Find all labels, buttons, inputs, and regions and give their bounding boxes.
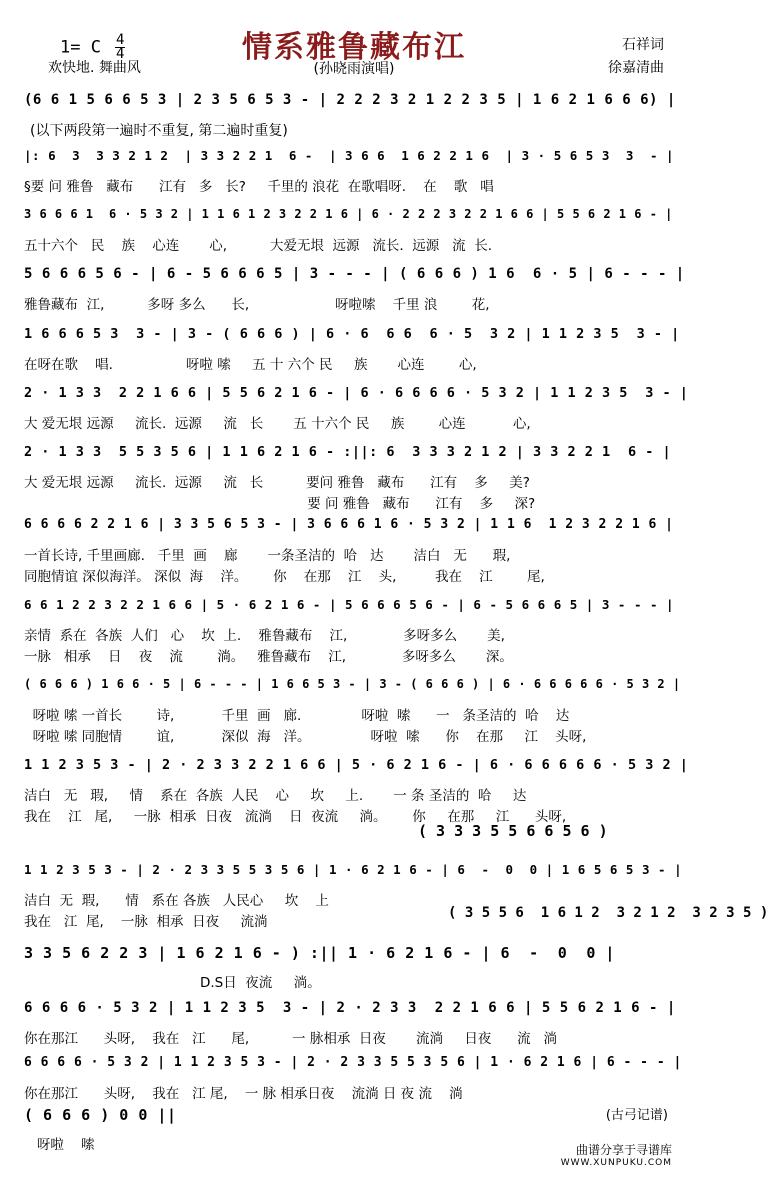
song-title: 情系雅鲁藏布江 [242,30,466,65]
score-row-lyrics: 呀啦 嗦 同胞情 谊, 深似 海 洋。 呀啦 嗦 你 在那 江 头呀, [24,729,587,745]
score-row-notes: 5 6 6 6 5 6 - | 6 - 5 6 6 6 5 | 3 - - - | ( 6 6 6 ) 1 6 6 · 5 | 6 - - - | [24,266,685,282]
repeat-note: (以下两段第一遍时不重复, 第二遍时重复) [30,123,288,139]
score-row-lyrics: 一首长诗, 千里画廊. 千里 画 廊 一条圣洁的 哈 达 洁白 无 瑕, [24,548,511,564]
score-row-lyrics: 呀啦 嗦 一首长 诗, 千里 画 廊. 呀啦 嗦 一 条圣洁的 哈 达 [24,708,570,724]
interlude-1: ( 3 3 3 5 5 6 6 5 6 ) [418,822,608,840]
score-row-notes: 3 6 6 6 1 6 · 5 3 2 | 1 1 6 1 2 3 2 2 1 6 | 6 · 2 2 2 3 2 2 1 6 6 | 5 5 6 2 1 6 - | [24,207,673,221]
score-row-lyrics: 要 问 雅鲁 藏布 江有 多 深? [24,496,536,512]
score-row-notes: 6 6 1 2 2 3 2 2 1 6 6 | 5 · 6 2 1 6 - | 5 6 6 6 5 6 - | 6 - 5 6 6 6 5 | 3 - - - | [24,597,675,612]
footer [561,1141,672,1168]
score-row-lyrics: 一脉 相承 日 夜 流 淌。 雅鲁藏布 江, 多呀多么 深。 [24,649,513,665]
score-row-notes: 3 3 5 6 2 2 3 | 1 6 2 1 6 - ) :|| 1 · 6 2 1 6 - | 6 - 0 0 | [24,944,615,962]
score-row-notes: ( 6 6 6 ) 0 0 || [24,1106,177,1124]
score-row-lyrics: 五十六个 民 族 心连 心, 大爱无垠 远源 流长. 远源 流 长. [24,238,493,254]
score-row-lyrics: 在呀在歌 唱. 呀啦 嗦 五 十 六个 民 族 心连 心, [24,357,477,373]
score-row-lyrics: 大 爱无垠 远源 流长. 远源 流 长 五 十六个 民 族 心连 心, [24,416,531,432]
score-row-lyrics: 雅鲁藏布 江, 多呀 多么 长, 呀啦嗦 千里 浪 花, [24,297,490,313]
score-row-notes: 2 · 1 3 3 5 5 3 5 6 | 1 1 6 2 1 6 - :||: 6 3 3 3 2 1 2 | 3 3 2 2 1 6 - | [24,444,672,460]
score-row-notes: 6 6 6 6 2 2 1 6 | 3 3 5 6 5 3 - | 3 6 6 6 1 6 · 5 3 2 | 1 1 6 1 2 3 2 2 1 6 | [24,517,674,532]
score-row-lyrics: 你在那江 头呀, 我在 江 尾, 一 脉 相承日夜 流淌 日 夜 流 淌 [24,1086,463,1102]
key-label: 1= C [60,37,101,58]
composer: 徐嘉清曲 [608,60,664,76]
score-row-notes: |: 6 3 3 3 2 1 2 | 3 3 2 2 1 6 - | 3 6 6 1 6 2 2 1 6 | 3 · 5 6 5 3 3 - | [24,148,675,163]
score-row-notes: 6 6 6 6 · 5 3 2 | 1 1 2 3 5 3 - | 2 · 2 3 3 2 2 1 6 6 | 5 5 6 2 1 6 - | [24,1000,676,1016]
footer-url: WWW.XUNPUKU.COM [560,1158,672,1168]
score-row-notes: 1 1 2 3 5 3 - | 2 · 2 3 3 5 5 3 5 6 | 1 · 6 2 1 6 - | 6 - 0 0 | 1 6 5 6 5 3 - | [24,862,683,877]
score-row-notes: ( 6 6 6 ) 1 6 6 · 5 | 6 - - - | 1 6 6 5 3 - | 3 - ( 6 6 6 ) | 6 · 6 6 6 6 6 · 5 3 2 | [24,677,681,691]
singer: (孙晓雨演唱) [313,61,395,77]
time-top: 4 [115,32,125,48]
score-row-notes: 1 6 6 6 5 3 3 - | 3 - ( 6 6 6 ) | 6 · 6 6 6 6 · 5 3 2 | 1 1 2 3 5 3 - | [24,326,680,342]
score-row-lyrics: 大 爱无垠 远源 流长. 远源 流 长 要问 雅鲁 藏布 江有 多 美? [24,475,530,491]
score-row-lyrics: 我在 江 尾, 一脉 相承 日夜 流淌 [24,914,268,930]
score-row-notes: 6 6 6 6 · 5 3 2 | 1 1 2 3 5 3 - | 2 · 2 3 3 5 5 3 5 6 | 1 · 6 2 1 6 | 6 - - - | [24,1055,682,1070]
tempo-style: 欢快地. 舞曲风 [48,60,141,76]
score-row-notes: (6 6 1 5 6 6 5 3 | 2 3 5 6 5 3 - | 2 2 2 3 2 1 2 2 3 5 | 1 6 2 1 6 6 6) | [24,92,676,108]
score-row-lyrics: 同胞情谊 深似海洋。 深似 海 洋。 你 在那 江 头, 我在 江 尾, [24,569,545,585]
score-row-lyrics: 呀啦 嗦 [24,1137,95,1153]
time-bottom: 4 [115,46,125,62]
score-row-notes: 2 · 1 3 3 2 2 1 6 6 | 5 5 6 2 1 6 - | 6 · 6 6 6 6 · 5 3 2 | 1 1 2 3 5 3 - | [24,385,689,401]
footer-site: 曲谱分享于寻谱库 [575,1143,672,1157]
score-row-lyrics: 亲情 系在 各族 人们 心 坎 上. 雅鲁藏布 江, 多呀多么 美, [24,628,505,644]
score [24,0,688,1180]
transcriber: (古弓记谱) [605,1108,668,1123]
lyricist: 石祥词 [622,37,664,53]
score-row-lyrics: §要 问 雅鲁 藏布 江有 多 长? 千里的 浪花 在歌唱呀. 在 歌 唱 [24,179,494,195]
score-row-lyrics: D.S日 夜流 淌。 [24,975,321,991]
score-row-lyrics: 我在 江 尾, 一脉 相承 日夜 流淌 日 夜流 淌。 你 在那 江 头呀, [24,809,567,825]
score-row-lyrics: 洁白 无 瑕, 情 系在 各族 人民心 坎 上 [24,893,329,909]
interlude-2: ( 3 5 5 6 1 6 1 2 3 2 1 2 3 2 3 5 ) [448,905,768,921]
score-row-lyrics: 你在那江 头呀, 我在 江 尾, 一 脉相承 日夜 流淌 日夜 流 淌 [24,1031,558,1047]
score-row-lyrics: 洁白 无 瑕, 情 系在 各族 人民 心 坎 上. 一 条 圣洁的 哈 达 [24,788,527,804]
score-row-notes: 1 1 2 3 5 3 - | 2 · 2 3 3 2 2 1 6 6 | 5 · 6 2 1 6 - | 6 · 6 6 6 6 6 · 5 3 2 | [24,757,689,773]
